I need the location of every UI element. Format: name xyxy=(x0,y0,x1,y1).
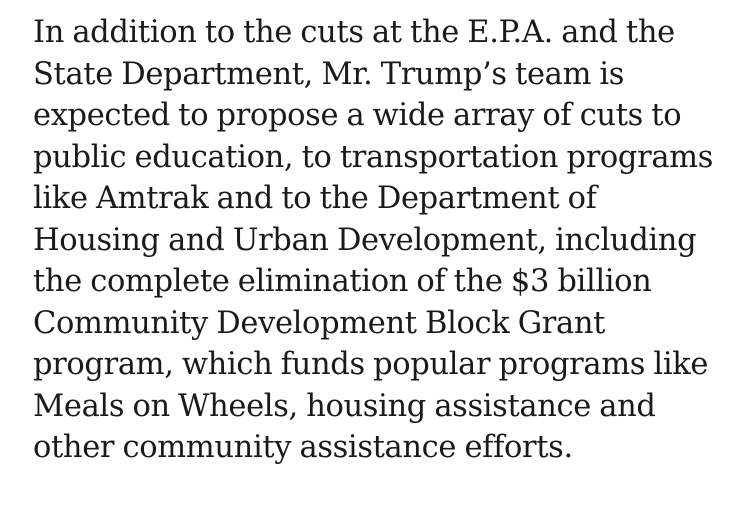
paragraph-line: In addition to the cuts at the E.P.A. and the xyxy=(33,15,675,50)
paragraph-line: Housing and Urban Development, including xyxy=(33,222,697,258)
paragraph-line: Meals on Wheels, housing assistance and xyxy=(33,388,656,424)
paragraph-line: other community assistance efforts. xyxy=(33,430,573,465)
paragraph-line: program, which funds popular programs like xyxy=(33,347,709,382)
paragraph-line: like Amtrak and to the Department of xyxy=(33,181,597,216)
article-paragraph xyxy=(33,12,738,469)
paragraph-line: State Department, Mr. Trump’s team is xyxy=(33,56,625,92)
paragraph-line: public education, to transportation programs xyxy=(33,139,714,175)
paragraph-line: expected to propose a wide array of cuts to xyxy=(33,98,682,133)
paragraph-line: the complete elimination of the $3 billion xyxy=(33,264,652,299)
paragraph-line: Community Development Block Grant xyxy=(33,305,606,341)
